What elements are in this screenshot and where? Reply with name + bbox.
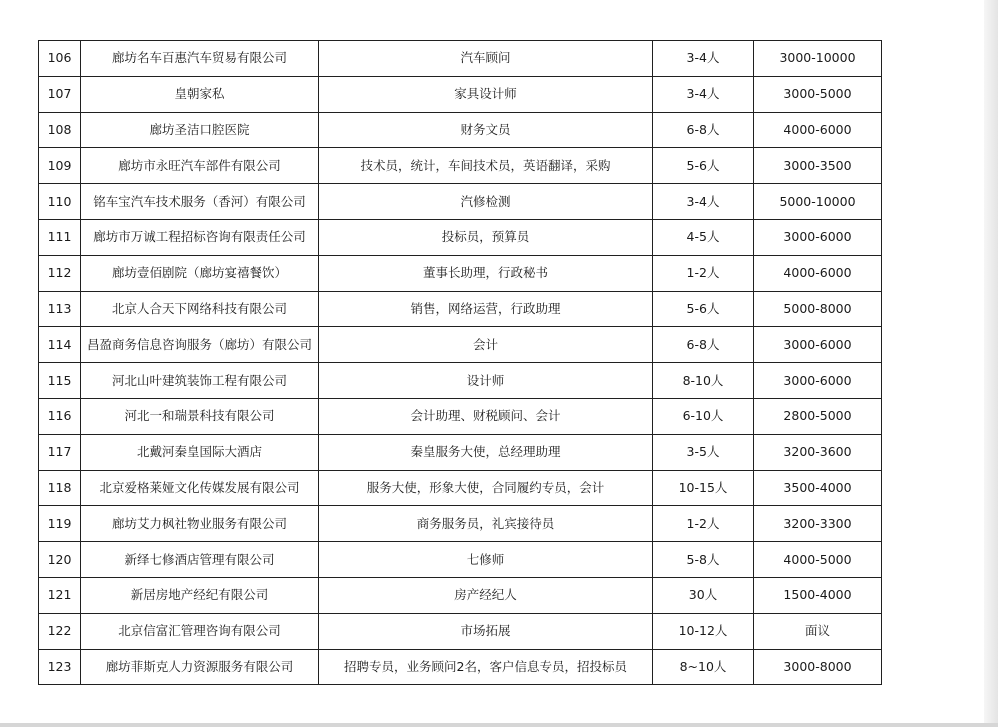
salary-cell: 2800-5000	[754, 398, 882, 434]
headcount-cell: 3-4人	[653, 76, 754, 112]
salary-cell: 4000-6000	[754, 112, 882, 148]
positions-cell: 家具设计师	[319, 76, 653, 112]
positions-cell: 技术员，统计，车间技术员，英语翻译，采购	[319, 148, 653, 184]
salary-cell: 3000-3500	[754, 148, 882, 184]
headcount-cell: 3-5人	[653, 434, 754, 470]
row-number-cell: 123	[39, 649, 81, 685]
positions-cell: 会计	[319, 327, 653, 363]
positions-cell: 设计师	[319, 363, 653, 399]
table-row	[39, 184, 882, 220]
salary-cell: 3000-5000	[754, 76, 882, 112]
salary-cell: 3000-6000	[754, 219, 882, 255]
scan-edge-bottom	[0, 723, 998, 727]
row-number-cell: 115	[39, 363, 81, 399]
positions-cell: 服务大使，形象大使，合同履约专员，会计	[319, 470, 653, 506]
table-row	[39, 363, 882, 399]
headcount-cell: 5-6人	[653, 148, 754, 184]
table-row	[39, 148, 882, 184]
table-row	[39, 398, 882, 434]
salary-cell: 3200-3600	[754, 434, 882, 470]
row-number-cell: 107	[39, 76, 81, 112]
positions-cell: 房产经纪人	[319, 577, 653, 613]
salary-cell: 4000-5000	[754, 542, 882, 578]
positions-cell: 秦皇服务大使，总经理助理	[319, 434, 653, 470]
row-number-cell: 117	[39, 434, 81, 470]
row-number-cell: 118	[39, 470, 81, 506]
salary-cell: 1500-4000	[754, 577, 882, 613]
table-row	[39, 327, 882, 363]
company-name-cell: 廊坊艾力枫社物业服务有限公司	[81, 506, 319, 542]
headcount-cell: 1-2人	[653, 506, 754, 542]
company-name-cell: 北京爱格莱娅文化传媒发展有限公司	[81, 470, 319, 506]
company-name-cell: 新居房地产经纪有限公司	[81, 577, 319, 613]
positions-cell: 销售，网络运营，行政助理	[319, 291, 653, 327]
row-number-cell: 113	[39, 291, 81, 327]
headcount-cell: 5-6人	[653, 291, 754, 327]
salary-cell: 4000-6000	[754, 255, 882, 291]
row-number-cell: 119	[39, 506, 81, 542]
headcount-cell: 6-8人	[653, 327, 754, 363]
salary-cell: 5000-10000	[754, 184, 882, 220]
salary-cell: 3000-10000	[754, 41, 882, 77]
row-number-cell: 114	[39, 327, 81, 363]
company-name-cell: 北京信富汇管理咨询有限公司	[81, 613, 319, 649]
headcount-cell: 3-4人	[653, 184, 754, 220]
headcount-cell: 30人	[653, 577, 754, 613]
headcount-cell: 6-10人	[653, 398, 754, 434]
company-name-cell: 廊坊壹佰剧院（廊坊宴禧餐饮）	[81, 255, 319, 291]
salary-cell: 3000-6000	[754, 327, 882, 363]
row-number-cell: 111	[39, 219, 81, 255]
headcount-cell: 3-4人	[653, 41, 754, 77]
company-name-cell: 北京人合天下网络科技有限公司	[81, 291, 319, 327]
table-row	[39, 255, 882, 291]
positions-cell: 董事长助理，行政秘书	[319, 255, 653, 291]
headcount-cell: 10-12人	[653, 613, 754, 649]
job-listings-table	[38, 40, 882, 685]
table-row	[39, 470, 882, 506]
headcount-cell: 6-8人	[653, 112, 754, 148]
company-name-cell: 昌盈商务信息咨询服务（廊坊）有限公司	[81, 327, 319, 363]
company-name-cell: 新绎七修酒店管理有限公司	[81, 542, 319, 578]
salary-cell: 3000-6000	[754, 363, 882, 399]
headcount-cell: 5-8人	[653, 542, 754, 578]
table-row	[39, 506, 882, 542]
table-row	[39, 542, 882, 578]
salary-cell: 5000-8000	[754, 291, 882, 327]
table-row	[39, 112, 882, 148]
company-name-cell: 河北一和瑞景科技有限公司	[81, 398, 319, 434]
company-name-cell: 北戴河秦皇国际大酒店	[81, 434, 319, 470]
job-listings-body	[39, 41, 882, 685]
row-number-cell: 112	[39, 255, 81, 291]
row-number-cell: 110	[39, 184, 81, 220]
headcount-cell: 1-2人	[653, 255, 754, 291]
table-row	[39, 434, 882, 470]
row-number-cell: 108	[39, 112, 81, 148]
table-row	[39, 41, 882, 77]
headcount-cell: 4-5人	[653, 219, 754, 255]
company-name-cell: 廊坊市永旺汽车部件有限公司	[81, 148, 319, 184]
row-number-cell: 109	[39, 148, 81, 184]
positions-cell: 招聘专员，业务顾问2名，客户信息专员，招投标员	[319, 649, 653, 685]
row-number-cell: 106	[39, 41, 81, 77]
table-row	[39, 649, 882, 685]
headcount-cell: 8-10人	[653, 363, 754, 399]
row-number-cell: 121	[39, 577, 81, 613]
positions-cell: 商务服务员，礼宾接待员	[319, 506, 653, 542]
positions-cell: 汽修检测	[319, 184, 653, 220]
positions-cell: 七修师	[319, 542, 653, 578]
table-row	[39, 613, 882, 649]
company-name-cell: 廊坊名车百惠汽车贸易有限公司	[81, 41, 319, 77]
row-number-cell: 120	[39, 542, 81, 578]
row-number-cell: 116	[39, 398, 81, 434]
positions-cell: 会计助理、财税顾问、会计	[319, 398, 653, 434]
company-name-cell: 廊坊市万诚工程招标咨询有限责任公司	[81, 219, 319, 255]
row-number-cell: 122	[39, 613, 81, 649]
positions-cell: 财务文员	[319, 112, 653, 148]
scan-edge-right	[984, 0, 998, 727]
company-name-cell: 廊坊菲斯克人力资源服务有限公司	[81, 649, 319, 685]
positions-cell: 市场拓展	[319, 613, 653, 649]
salary-cell: 3500-4000	[754, 470, 882, 506]
company-name-cell: 皇朝家私	[81, 76, 319, 112]
company-name-cell: 铭车宝汽车技术服务（香河）有限公司	[81, 184, 319, 220]
company-name-cell: 廊坊圣洁口腔医院	[81, 112, 319, 148]
salary-cell: 3200-3300	[754, 506, 882, 542]
headcount-cell: 10-15人	[653, 470, 754, 506]
positions-cell: 汽车顾问	[319, 41, 653, 77]
positions-cell: 投标员，预算员	[319, 219, 653, 255]
company-name-cell: 河北山叶建筑装饰工程有限公司	[81, 363, 319, 399]
table-row	[39, 291, 882, 327]
table-row	[39, 76, 882, 112]
table-row	[39, 219, 882, 255]
headcount-cell: 8~10人	[653, 649, 754, 685]
salary-cell: 面议	[754, 613, 882, 649]
table-row	[39, 577, 882, 613]
salary-cell: 3000-8000	[754, 649, 882, 685]
